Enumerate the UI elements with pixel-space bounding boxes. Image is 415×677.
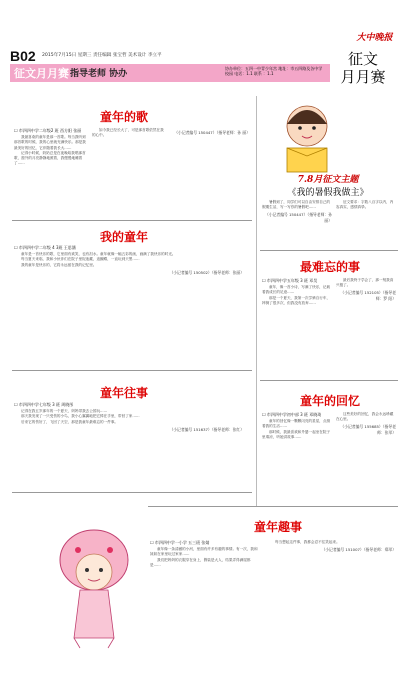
- article-column: [268, 540, 396, 552]
- article-heading: 童年的回忆: [300, 394, 361, 408]
- article-author: ☐ 市四四中学一小学 五三班 张婧: [150, 540, 210, 545]
- theme-paragraph: 征文要求：字数八百字以内，内容真实，感情真挚。: [336, 200, 394, 210]
- divider: [12, 220, 252, 221]
- newspaper-name: 大中晚报: [356, 33, 393, 43]
- section-title-line1: 征文: [347, 50, 378, 68]
- article-heading: 童年趣事: [254, 520, 303, 534]
- theme-subheading: 《我的暑假我做主》: [287, 188, 369, 198]
- article-column: [150, 540, 260, 568]
- article-heading: 童年往事: [100, 386, 149, 400]
- article-paragraph: 童年，像一首小诗，写满了快乐，记载着我成长的足迹……: [262, 285, 331, 295]
- theme-paragraph: 暑假到了，同学们可以自由安排自己的假期生活，写一写你的暑假吧……: [262, 200, 331, 210]
- article-paragraph: 童年的回忆像一颗颗闪亮的星星，点缀着我的生活……: [262, 419, 331, 429]
- article-paragraph: 我的童年是快乐的，它将永远留在我的记忆里。: [21, 262, 97, 267]
- article-paragraph: 如今我已经长大了，可是那首歌依然在我的心中。: [92, 128, 164, 138]
- theme-note: （小记者编号 150447）（指导老师：孙 丽）: [265, 212, 332, 223]
- banner-sponsor: 指导老师 协办: [70, 69, 128, 79]
- article-paragraph: 那天我发现了一只受伤的小鸟，我小心翼翼地把它捧在手里，带回了家……: [21, 414, 140, 419]
- article-author: ☐ 市四四中学初中部 3 班 邓晓琦: [262, 412, 322, 417]
- article-paragraph: 记得小时候，奶奶总是在夜晚给我唱那首歌，窗外的月亮静静地照着，我慢慢地睡着了……: [14, 150, 86, 166]
- article-column: [336, 278, 396, 301]
- article-column: [336, 412, 396, 435]
- article-paragraph: 后来它的伤好了，飞回了天空，那是我童年最难忘的一件事。: [21, 419, 119, 424]
- article-paragraph: 我最喜欢的童年是那一首歌。每当我听到那首歌的时候，我的心里就充满快乐。那是我最美好的回忆，它伴随着我长大……: [14, 135, 86, 150]
- article-column: [14, 402, 244, 432]
- article-heading: 童年的歌: [100, 110, 149, 124]
- banner-title: 征文月月赛: [14, 67, 69, 80]
- article-note: （小记者编号 150502）（指导老师：张丽）: [169, 269, 244, 275]
- article-note: （小记者编号 151637）（指导老师：张红）: [169, 426, 244, 432]
- article-paragraph: 我们把妈妈的衣服穿在身上，假装是大人，结果弄得满屋都是……: [150, 557, 251, 567]
- article-paragraph: 最后我终于学会了，那一刻我高兴极了。: [336, 278, 394, 288]
- divider: [260, 250, 398, 251]
- theme-block: [262, 172, 394, 198]
- girl-reading-illustration: [262, 96, 352, 178]
- article-author: ☐ 市四四中学二年级2 班 西方阳 张丽: [14, 128, 82, 133]
- article-paragraph: 每当夏天来临，我和小伙伴们在院子里捉迷藏，追蝴蝶，一直玩到天黑……: [21, 257, 140, 262]
- article-note: （小记者编号 155685）（指导老师：张翠）: [340, 424, 396, 435]
- article-heading: 最难忘的事: [300, 260, 361, 274]
- article-column: [14, 128, 89, 166]
- article-column: [262, 278, 332, 306]
- banner-contact: 协办单位：五四一中青少年宫 地址：市五四路及各中学校园 电话：1.1 联系 ：1.1: [225, 66, 323, 76]
- article-paragraph: 这些美好的回忆，我会永远珍藏在心里。: [336, 412, 394, 422]
- section-title: [328, 50, 398, 86]
- theme-heading: 7.8月征文主题: [297, 175, 359, 185]
- article-author: ☐ 市四四中学五年级 3 班 邓昊: [262, 278, 318, 283]
- column-divider: [256, 96, 257, 506]
- section-title-line2: 月月赛: [340, 68, 386, 86]
- girl-illustration: [44, 520, 144, 650]
- article-note: （小记者编号 150447）（指导老师：孙 丽）: [174, 130, 250, 135]
- article-column: [92, 128, 167, 138]
- article-paragraph: 那是一个夏天，我第一次学骑自行车，摔倒了很多次，但我没有放弃……: [262, 295, 331, 305]
- page-number: B02: [10, 48, 36, 64]
- article-heading: 我的童年: [100, 230, 149, 244]
- article-note: （小记者编号 152105）（指导老师：罗 阳）: [340, 290, 396, 301]
- article-column: [262, 412, 332, 440]
- theme-column: [336, 200, 396, 210]
- divider: [12, 492, 252, 493]
- article-paragraph: 每当想起这件事，我都会忍不住笑起来。: [275, 540, 340, 544]
- divider: [12, 370, 252, 371]
- article-author: ☐ 市四四中学二年级 4 3班 王思涵: [14, 245, 76, 250]
- article-paragraph: 那时候，我最喜欢和外婆一起坐在院子里乘凉，听她讲故事……: [262, 429, 331, 439]
- article-note: （小记者编号 151007）（指导老师：郑翠）: [321, 547, 396, 553]
- article-paragraph: 童年是一首快乐的歌，它里面有欢笑，也有泪水。童年就像一幅五彩的画，画满了我快乐的时光。: [21, 252, 176, 257]
- article-author: ☐ 市四四中学七年级 3 班 周晓彤: [14, 402, 74, 407]
- article-paragraph: 记得在我五岁那年的一个夏天，妈妈带我去公园玩……: [21, 409, 108, 414]
- divider: [260, 380, 398, 381]
- theme-column: [262, 200, 332, 223]
- divider: [148, 506, 398, 507]
- article-paragraph: 童年像一条清澈的小河，里面有许多有趣的事情。有一次，我和妹妹在家里玩过家家……: [150, 547, 258, 557]
- article-column: [14, 245, 244, 275]
- article-column: [170, 128, 250, 135]
- issue-meta: 2015年7月15日 星期三 责任编辑 张宝哲 美术设计 李立平: [42, 53, 162, 58]
